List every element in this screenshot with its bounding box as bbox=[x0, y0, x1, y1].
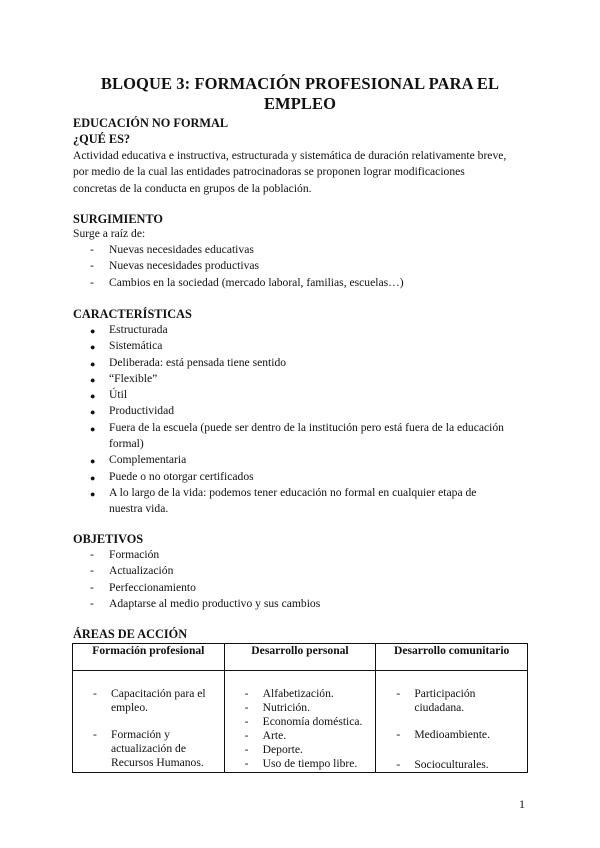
dash-marker: - bbox=[244, 757, 249, 770]
list-item: - Nutrición. bbox=[244, 701, 310, 714]
list-item: - Participación ciudadana. bbox=[396, 687, 476, 714]
page-title-line-2: EMPLEO bbox=[263, 94, 337, 113]
column-header-formacion: Formación profesional bbox=[73, 644, 225, 671]
list-item: - Formación bbox=[90, 547, 320, 563]
cell-list bbox=[376, 687, 527, 772]
bullet-icon: ● bbox=[90, 423, 96, 434]
column-header-desarrollo-personal: Desarrollo personal bbox=[224, 644, 376, 671]
caracteristicas-list bbox=[90, 322, 530, 518]
dash-marker: - bbox=[90, 243, 94, 256]
dash-marker: - bbox=[90, 596, 94, 610]
bullet-icon: ● bbox=[90, 407, 96, 418]
dash-marker: - bbox=[396, 758, 401, 771]
bullet-icon: ● bbox=[90, 358, 96, 369]
dash-marker: - bbox=[244, 729, 249, 742]
list-item: ● Sistemática bbox=[90, 338, 530, 354]
list-item: - Socioculturales. bbox=[396, 758, 489, 771]
heading-surgimiento: SURGIMIENTO bbox=[73, 212, 163, 226]
list-item: ● Estructurada bbox=[90, 322, 530, 338]
surgimiento-intro: Surge a raíz de: bbox=[73, 227, 146, 240]
bullet-icon: ● bbox=[90, 342, 96, 353]
page-number: 1 bbox=[519, 797, 525, 811]
bullet-icon: ● bbox=[90, 374, 96, 385]
bullet-icon: ● bbox=[90, 391, 96, 402]
table-header-row bbox=[73, 644, 528, 671]
dash-marker: - bbox=[90, 548, 94, 561]
list-item: - Medioambiente. bbox=[396, 728, 490, 741]
areas-table bbox=[72, 643, 528, 773]
heading-areas-de-accion: ÁREAS DE ACCIÓN bbox=[73, 627, 188, 641]
bullet-icon: ● bbox=[90, 488, 96, 499]
dash-marker: - bbox=[244, 701, 249, 714]
list-item: ● “Flexible” bbox=[90, 371, 530, 387]
list-item: - Capacitación para el empleo. bbox=[93, 687, 206, 714]
definition-paragraph bbox=[73, 148, 533, 197]
list-item: - Uso de tiempo libre. bbox=[244, 757, 358, 770]
list-item: - Deporte. bbox=[244, 743, 303, 756]
list-item: - Formación y actualización de Recursos Humanos. bbox=[93, 728, 204, 769]
definition-line-3: concretas de la conducta en grupos de la población. bbox=[73, 181, 312, 195]
table-row bbox=[73, 671, 528, 773]
dash-marker: - bbox=[244, 743, 249, 756]
list-item: - Alfabetización. bbox=[244, 687, 334, 700]
definition-line-1: Actividad educativa e instructiva, estructurada y sistemática de duración relativamente breve, bbox=[73, 149, 507, 162]
heading-que-es: ¿QUÉ ES? bbox=[73, 132, 131, 146]
surgimiento-list bbox=[90, 242, 404, 291]
bullet-icon: ● bbox=[90, 456, 96, 467]
dash-marker: - bbox=[90, 564, 94, 578]
dash-marker: - bbox=[90, 580, 94, 594]
list-item: - Nuevas necesidades educativas bbox=[90, 242, 404, 258]
list-item: - Adaptarse al medio productivo y sus cambios bbox=[90, 596, 320, 612]
column-header-desarrollo-comunitario: Desarrollo comunitario bbox=[376, 644, 528, 671]
table-cell-desarrollo-personal bbox=[224, 671, 376, 773]
bullet-icon: ● bbox=[90, 326, 96, 336]
list-item: ● Puede o no otorgar certificados bbox=[90, 469, 530, 485]
list-item: - Actualización bbox=[90, 563, 320, 579]
dash-marker: - bbox=[396, 728, 401, 741]
cell-list bbox=[225, 687, 376, 771]
definition-line-2: por medio de la cual las entidades patrocinadoras se proponen lograr modificaciones bbox=[73, 165, 465, 179]
list-item: ● Complementaria bbox=[90, 452, 530, 468]
list-item: ● Deliberada: está pensada tiene sentido bbox=[90, 355, 530, 371]
bullet-icon: ● bbox=[90, 472, 96, 483]
list-item: - Nuevas necesidades productivas bbox=[90, 258, 404, 274]
dash-marker: - bbox=[90, 259, 94, 273]
page-title bbox=[72, 74, 528, 114]
list-item: - Cambios en la sociedad (mercado laboral, familias, escuelas…) bbox=[90, 275, 404, 291]
list-item: ● Productividad bbox=[90, 403, 530, 419]
page-title-line-1: BLOQUE 3: FORMACIÓN PROFESIONAL PARA EL bbox=[100, 74, 500, 93]
heading-caracteristicas: CARACTERÍSTICAS bbox=[73, 307, 192, 321]
section-heading-educacion-no-formal: EDUCACIÓN NO FORMAL bbox=[73, 116, 229, 130]
dash-marker: - bbox=[93, 728, 97, 741]
list-item: ● Útil bbox=[90, 387, 530, 403]
list-item: - Arte. bbox=[244, 729, 287, 742]
table-cell-formacion bbox=[73, 671, 225, 773]
cell-list bbox=[73, 687, 224, 770]
list-item: - Economía doméstica. bbox=[244, 715, 363, 728]
heading-objetivos: OBJETIVOS bbox=[73, 532, 144, 546]
table-cell-desarrollo-comunitario bbox=[376, 671, 528, 773]
list-item: ● Fuera de la escuela (puede ser dentro de la institución pero está fuera de la educación formal) bbox=[90, 420, 504, 451]
dash-marker: - bbox=[90, 275, 94, 289]
dash-marker: - bbox=[396, 687, 401, 700]
objetivos-list bbox=[90, 547, 320, 612]
dash-marker: - bbox=[93, 687, 97, 700]
dash-marker: - bbox=[244, 715, 249, 728]
list-item: ● A lo largo de la vida: podemos tener educación no formal en cualquier etapa de nuestra vida. bbox=[90, 485, 477, 516]
dash-marker: - bbox=[244, 687, 249, 700]
list-item: - Perfeccionamiento bbox=[90, 580, 320, 596]
